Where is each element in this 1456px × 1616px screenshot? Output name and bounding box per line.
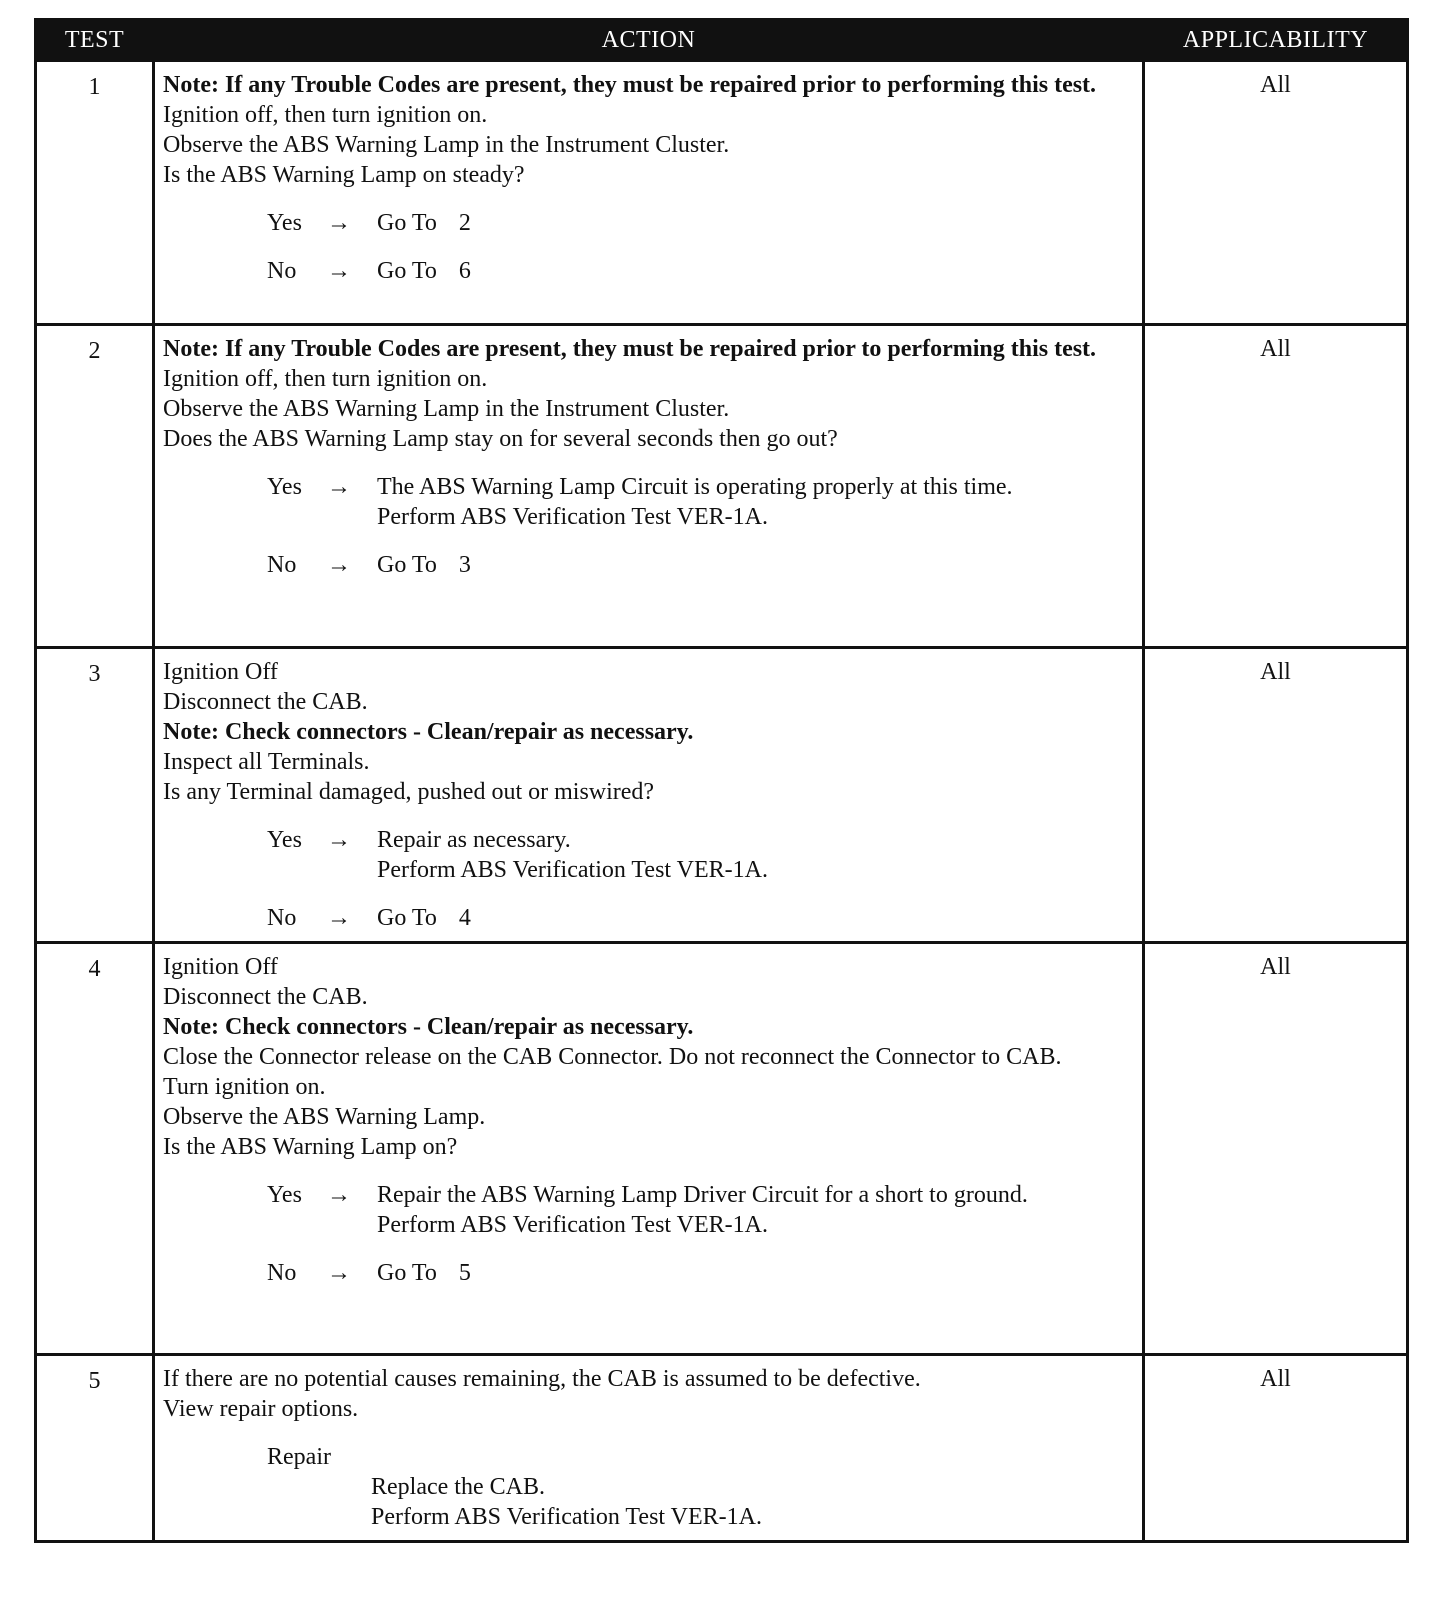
repair-options [163,1472,1134,1532]
goto-number: 4 [458,905,471,931]
test-number: 1 [36,61,154,325]
action-line: Is any Terminal damaged, pushed out or miswired? [163,779,655,805]
no-label: No [267,905,297,931]
diagnostic-test-sheet [34,18,1406,1543]
action-line: Ignition Off [163,954,278,980]
goto-link[interactable]: Go To 2 [377,210,471,236]
yes-branch [163,1180,1134,1240]
no-label: No [267,258,297,284]
yes-label: Yes [267,474,302,500]
test-row-1 [36,61,1408,325]
test-number: 4 [36,943,154,1355]
no-label: No [267,1260,297,1286]
note-text: Note: If any Trouble Codes are present, they must be repaired prior to performing this test. [163,336,1097,362]
no-branch [163,1258,1134,1288]
goto-link[interactable]: Go To 4 [377,905,471,931]
applicability-cell: All [1144,1355,1408,1542]
test-row-2 [36,325,1408,648]
action-line: Disconnect the CAB. [163,689,368,715]
arrow-icon: → [327,905,351,931]
action-line: Ignition off, then turn ignition on. [163,366,488,392]
repair-line: Replace the CAB. [371,1474,545,1500]
action-line: Observe the ABS Warning Lamp in the Instrument Cluster. [163,132,730,158]
test-number: 5 [36,1355,154,1542]
action-cell [154,648,1144,943]
applicability-cell: All [1144,943,1408,1355]
repair-line: Perform ABS Verification Test VER-1A. [371,1504,762,1530]
arrow-icon: → [327,258,351,284]
goto-link[interactable]: Go To 3 [377,552,471,578]
no-label: No [267,552,297,578]
note-text: Note: If any Trouble Codes are present, they must be repaired prior to performing this test. [163,72,1097,98]
yes-label: Yes [267,827,302,853]
arrow-icon: → [327,1182,351,1208]
action-cell [154,325,1144,648]
yes-result-text: Repair the ABS Warning Lamp Driver Circuit for a short to ground. [377,1182,1028,1208]
applicability-cell: All [1144,61,1408,325]
test-number: 3 [36,648,154,943]
repair-label: Repair [267,1444,331,1470]
yes-branch [163,208,1134,238]
test-number: 2 [36,325,154,648]
test-row-4 [36,943,1408,1355]
action-line: Ignition off, then turn ignition on. [163,102,488,128]
action-line: View repair options. [163,1396,359,1422]
goto-number: 2 [458,210,471,236]
action-line: Observe the ABS Warning Lamp. [163,1104,486,1130]
arrow-icon: → [327,474,351,500]
yes-result-text: Perform ABS Verification Test VER-1A. [377,857,768,883]
goto-number: 5 [458,1260,471,1286]
arrow-icon: → [327,827,351,853]
applicability-cell: All [1144,325,1408,648]
goto-link[interactable]: Go To 6 [377,258,471,284]
action-line: Inspect all Terminals. [163,749,370,775]
no-branch [163,550,1134,580]
action-line: Close the Connector release on the CAB Connector. Do not reconnect the Connector to CAB. [163,1044,1062,1070]
header-applicability: APPLICABILITY [1144,20,1408,61]
action-line: Is the ABS Warning Lamp on? [163,1134,458,1160]
action-cell [154,1355,1144,1542]
header-test: TEST [36,20,154,61]
no-branch [163,903,1134,933]
action-line: Turn ignition on. [163,1074,326,1100]
yes-result-text: Repair as necessary. [377,827,571,853]
goto-number: 6 [458,258,471,284]
no-branch [163,256,1134,286]
header-action: ACTION [154,20,1144,61]
arrow-icon: → [327,1260,351,1286]
yes-result-text: Perform ABS Verification Test VER-1A. [377,1212,768,1238]
action-line: Observe the ABS Warning Lamp in the Instrument Cluster. [163,396,730,422]
action-cell [154,61,1144,325]
test-row-3 [36,648,1408,943]
note-text: Note: Check connectors - Clean/repair as necessary. [163,1014,694,1040]
action-line: Is the ABS Warning Lamp on steady? [163,162,525,188]
yes-label: Yes [267,210,302,236]
action-line: If there are no potential causes remaining, the CAB is assumed to be defective. [163,1366,921,1392]
arrow-icon: → [327,210,351,236]
yes-result-text: The ABS Warning Lamp Circuit is operating properly at this time. [377,474,1013,500]
goto-link[interactable]: Go To 5 [377,1260,471,1286]
yes-result-text: Perform ABS Verification Test VER-1A. [377,504,768,530]
test-row-5 [36,1355,1408,1542]
note-text: Note: Check connectors - Clean/repair as necessary. [163,719,694,745]
arrow-icon: → [327,552,351,578]
applicability-cell: All [1144,648,1408,943]
yes-branch [163,472,1134,532]
yes-label: Yes [267,1182,302,1208]
diagnostic-table [34,18,1409,1543]
header-row [36,20,1408,61]
action-line: Ignition Off [163,659,278,685]
goto-number: 3 [458,552,471,578]
action-line: Does the ABS Warning Lamp stay on for several seconds then go out? [163,426,838,452]
action-cell [154,943,1144,1355]
yes-branch [163,825,1134,885]
action-line: Disconnect the CAB. [163,984,368,1010]
